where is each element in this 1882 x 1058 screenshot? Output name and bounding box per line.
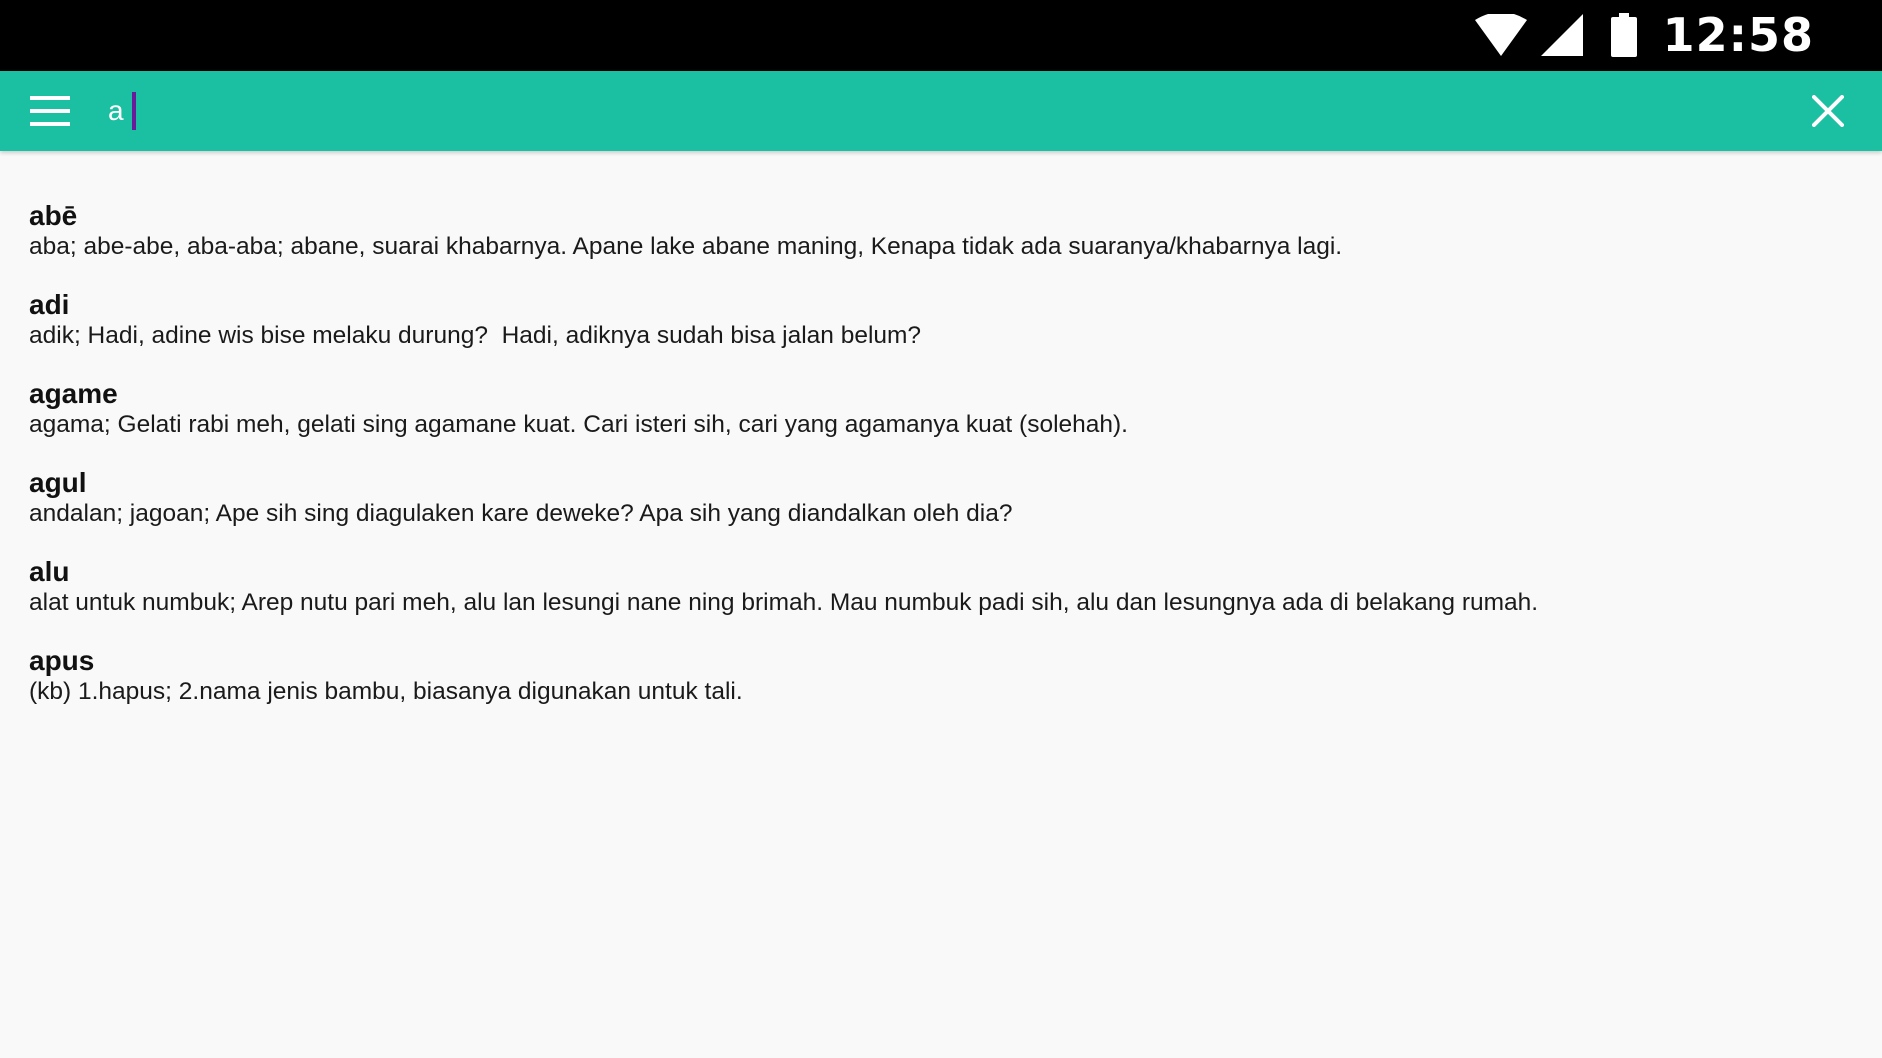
entry-definition: alat untuk numbuk; Arep nutu pari meh, alu lan lesungi nane ning brimah. Mau numbuk padi sih, alu dan lesungnya ada di belakang rumah.: [29, 589, 1539, 616]
entry-definition: agama; Gelati rabi meh, gelati sing agamane kuat. Cari isteri sih, cari yang agamanya kuat (solehah).: [29, 411, 1128, 438]
result-item[interactable]: [29, 289, 1849, 351]
search-app-bar: [0, 71, 1882, 151]
clock: 12:58: [1662, 8, 1814, 62]
search-input[interactable]: [108, 89, 136, 133]
entry-definition: adik; Hadi, adine wis bise melaku durung? Hadi, adiknya sudah bisa jalan belum?: [29, 322, 922, 349]
menu-button[interactable]: [20, 87, 80, 135]
clear-search-button[interactable]: [1802, 85, 1854, 137]
entry-definition: aba; abe-abe, aba-aba; abane, suarai khabarnya. Apane lake abane maning, Kenapa tidak ada suaranya/khabarnya lagi.: [29, 233, 1343, 260]
battery-icon: [1611, 13, 1637, 57]
result-item[interactable]: [29, 200, 1849, 262]
result-item[interactable]: [29, 467, 1849, 529]
signal-icon: [1541, 14, 1583, 56]
entry-word: adi: [29, 289, 70, 320]
close-icon: [1812, 95, 1844, 127]
entry-word: abē: [29, 200, 78, 231]
result-item[interactable]: [29, 556, 1849, 618]
wifi-icon: [1475, 14, 1527, 56]
hamburger-menu-icon: [30, 96, 70, 126]
search-input-value: a: [108, 95, 124, 126]
result-item[interactable]: [29, 378, 1849, 440]
entry-word: alu: [29, 556, 70, 587]
status-icons: [1475, 10, 1814, 60]
entry-word: agul: [29, 467, 87, 498]
entry-word: agame: [29, 378, 118, 409]
text-cursor: [132, 92, 136, 130]
entry-definition: (kb) 1.hapus; 2.nama jenis bambu, biasanya digunakan untuk tali.: [29, 678, 743, 705]
result-item[interactable]: [29, 645, 1849, 707]
entry-definition: andalan; jagoan; Ape sih sing diagulaken kare deweke? Apa sih yang diandalkan oleh dia?: [29, 500, 1013, 527]
entry-word: apus: [29, 645, 95, 676]
status-bar: [0, 0, 1882, 71]
search-results-list: [29, 200, 1849, 734]
